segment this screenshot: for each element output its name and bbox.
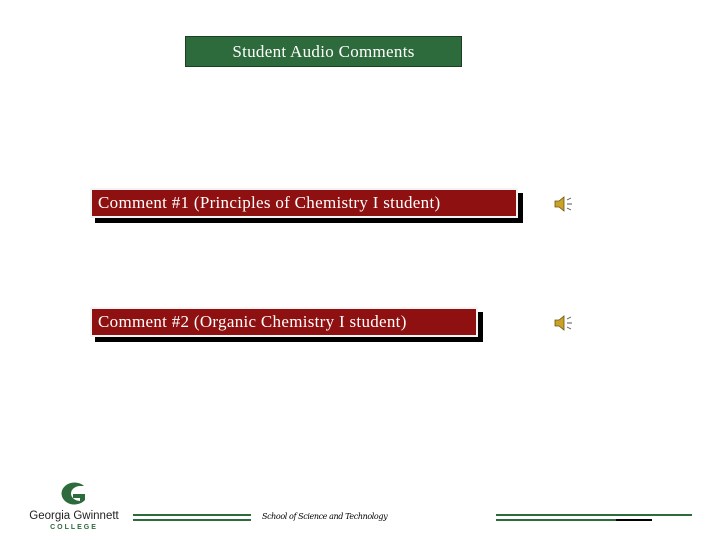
college-logo xyxy=(24,478,124,538)
page-title: Student Audio Comments xyxy=(185,36,462,67)
college-label: COLLEGE xyxy=(50,524,98,531)
speaker-icon[interactable] xyxy=(552,311,576,335)
footer-rule-right-1 xyxy=(496,514,692,516)
footer-school-name: School of Science and Technology xyxy=(262,512,388,521)
footer-rule-left-1 xyxy=(133,514,251,516)
footer-rule-right-3 xyxy=(616,519,652,521)
speaker-icon[interactable] xyxy=(552,192,576,216)
comment-1-button[interactable]: Comment #1 (Principles of Chemistry I student) xyxy=(90,188,518,218)
comment-2-button[interactable]: Comment #2 (Organic Chemistry I student) xyxy=(90,307,478,337)
college-name: Georgia Gwinnett xyxy=(29,510,119,522)
g-logo-icon xyxy=(54,480,92,508)
footer-rule-right-2 xyxy=(496,519,616,521)
footer-rule-left-2 xyxy=(133,519,251,521)
